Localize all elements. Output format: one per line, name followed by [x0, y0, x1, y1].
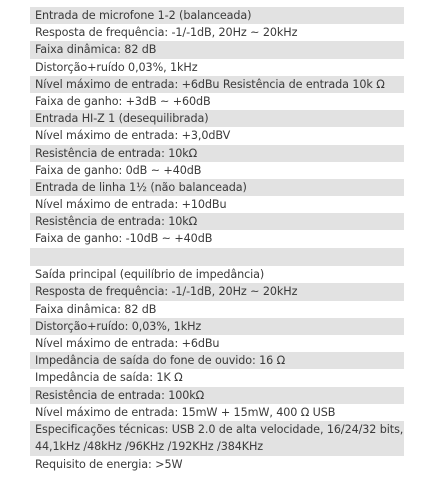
spec-row: Faixa dinâmica: 82 dB: [30, 301, 404, 318]
spacer-row: [30, 248, 404, 267]
section-header-mic-input: Entrada de microfone 1-2 (balanceada): [30, 7, 404, 24]
spec-row: Nível máximo de entrada: +10dBu: [30, 196, 404, 213]
spec-row: Faixa de ganho: +3dB ~ +60dB: [30, 93, 404, 110]
section-header-main-output: Saída principal (equilíbrio de impedância): [30, 266, 404, 283]
spec-table: [30, 7, 404, 473]
spec-row: Nível máximo de entrada: +6dBu Resistência de entrada 10k Ω: [30, 76, 404, 93]
spec-row: Faixa dinâmica: 82 dB: [30, 41, 404, 58]
spec-row: Nível máximo de entrada: 15mW + 15mW, 400 Ω USB: [30, 404, 404, 421]
spec-row: Impedância de saída: 1K Ω: [30, 369, 404, 386]
spec-row: Resistência de entrada: 100kΩ: [30, 387, 404, 404]
spec-row: Distorção+ruído 0,03%, 1kHz: [30, 59, 404, 76]
spec-row: Nível máximo de entrada: +3,0dBV: [30, 127, 404, 144]
section-header-hiz-input: Entrada HI-Z 1 (desequilibrada): [30, 110, 404, 127]
spec-row: Faixa de ganho: -10dB ~ +40dB: [30, 230, 404, 247]
spec-row: Resistência de entrada: 10kΩ: [30, 213, 404, 230]
spec-row: Nível máximo de entrada: +6dBu: [30, 335, 404, 352]
spec-row-usb: Especificações técnicas: USB 2.0 de alta velocidade, 16/24/32 bits, 44,1kHz /48kHz /96KHz /192KHz /384KHz: [30, 421, 404, 456]
spec-row-power: Requisito de energia: >5W: [30, 456, 404, 473]
section-header-line-input: Entrada de linha 1½ (não balanceada): [30, 179, 404, 196]
spec-row: Distorção+ruído: 0,03%, 1kHz: [30, 318, 404, 335]
spec-row: Resposta de frequência: -1/-1dB, 20Hz ~ 20kHz: [30, 24, 404, 41]
spec-row: Impedância de saída do fone de ouvido: 16 Ω: [30, 352, 404, 369]
spec-row: Resposta de frequência: -1/-1dB, 20Hz ~ 20kHz: [30, 283, 404, 300]
spec-row: Resistência de entrada: 10kΩ: [30, 145, 404, 162]
spec-row: Faixa de ganho: 0dB ~ +40dB: [30, 162, 404, 179]
